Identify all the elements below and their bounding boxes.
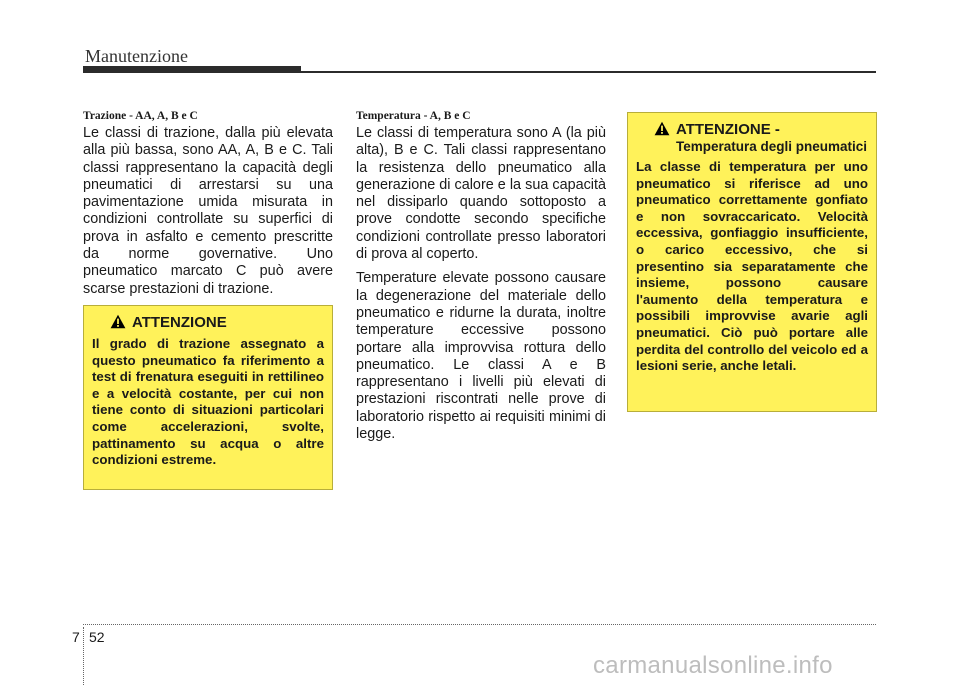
page-number: 52 bbox=[89, 629, 105, 645]
chapter-number: 7 bbox=[72, 629, 80, 645]
left-column bbox=[83, 110, 333, 305]
traction-paragraph: Le classi di trazione, dalla più elevata alla più bassa, sono AA, A, B e C. Tali classi rappresentano la capacità degli pneumatici di arrestarsi su una pavimentazione umida misurata in condizioni controllate su superfici di prova in asfalto e cemento prescritte da norme governative. Uno pneumatico marcato C può avere scarse prestazioni di trazione. bbox=[83, 125, 333, 297]
temperature-warning-box bbox=[627, 112, 877, 412]
warning-triangle-icon bbox=[654, 121, 670, 136]
footer-divider bbox=[83, 627, 84, 685]
footer-rule bbox=[83, 624, 876, 625]
middle-column bbox=[356, 110, 606, 450]
warning-triangle-icon bbox=[110, 314, 126, 329]
traction-warning-title: ATTENZIONE bbox=[132, 314, 227, 331]
temperature-paragraph-1: Le classi di temperatura sono A (la più alta), B e C. Tali classi rappresentano la resistenza dello pneumatico alla generazione di calore e la sua capacità nel dissiparlo quando sottoposto a prove condotte secondo specifiche condizioni controllate presso laboratori di prova al coperto. bbox=[356, 125, 606, 263]
watermark: carmanualsonline.info bbox=[593, 652, 833, 679]
temperature-warning-title: ATTENZIONE - bbox=[676, 121, 780, 138]
temperature-heading: Temperatura - A, B e C bbox=[356, 110, 471, 122]
temperature-warning-subtitle: Temperatura degli pneumatici bbox=[676, 139, 868, 154]
temperature-paragraph-2: Temperature elevate possono causare la degenerazione del materiale dello pneumatico e ridurne la durata, inoltre temperature eccessive possono portare alla improvvisa rottura dello pneumatico. Le classi A e B rappresentano i livelli più elevati di prestazioni riscontrati nelle prove di laboratorio rispetto ai requisiti minimi di legge. bbox=[356, 270, 606, 443]
header-rule-thick bbox=[83, 66, 301, 73]
traction-heading: Trazione - AA, A, B e C bbox=[83, 110, 198, 122]
traction-warning-text: Il grado di trazione assegnato a questo pneumatico fa riferimento a test di frenatura eseguiti in rettilineo e a velocità costante, per cui non tiene conto di situazioni particolari come accelerazioni, svolte, pattinamento su acqua o altre condizioni estreme. bbox=[92, 336, 324, 468]
section-title: Manutenzione bbox=[85, 46, 188, 66]
temperature-warning-text: La classe di temperatura per uno pneumatico si riferisce ad uno pneumatico correttamente gonfiato e non sovraccaricato. Velocità eccessiva, gonfiaggio insufficiente, o carico eccessivo, che si presentino sia separatamente che insieme, possono causare l'aumento della temperatura e possibili improvvise avarie agli pneumatici. Ciò può portare alle perdita del controllo del veicolo ed a lesioni serie, anche letali. bbox=[636, 159, 868, 374]
header-rule-thin bbox=[301, 71, 876, 73]
traction-warning-box bbox=[83, 305, 333, 490]
